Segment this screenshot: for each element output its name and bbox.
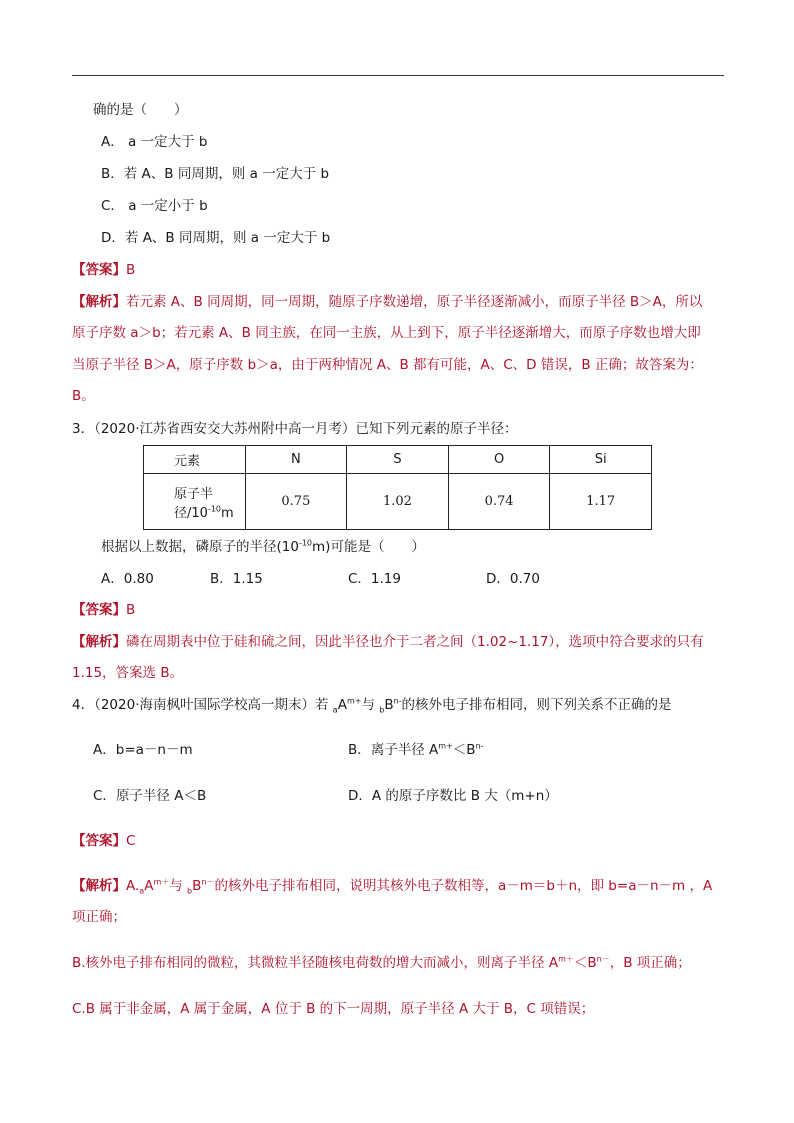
q2-option-d: D．若 A、B 同周期，则 a 一定大于 b bbox=[101, 230, 331, 246]
q2-analysis-line-1: 【解析】若元素 A、B 同周期，同一周期，随原子序数递增，原子半径逐渐减小，而原子半径 B＞A，所以 bbox=[72, 294, 703, 310]
header-rule bbox=[72, 75, 724, 76]
table-header-element: 元素 bbox=[144, 446, 246, 474]
q2-answer: 【答案】B bbox=[72, 262, 136, 278]
q3-analysis-line-1: 【解析】磷在周期表中位于硅和硫之间，因此半径也介于二者之间（1.02~1.17），选项中符合要求的只有 bbox=[72, 634, 704, 650]
q3-option-d: D．0.70 bbox=[486, 571, 540, 587]
table-header-n: N bbox=[245, 446, 347, 474]
q2-analysis-line-3: 当原子半径 B＞A，原子序数 b＞a，由于两种情况 A、B 都有可能，A、C、D 错误，B 正确；故答案为： bbox=[72, 357, 703, 373]
q3-question: 根据以上数据，磷原子的半径$(10^{-10}m)$可能是（ ） bbox=[101, 538, 425, 555]
table-header-si: Si bbox=[550, 446, 652, 474]
q2-stem-tail: 确的是（ ） bbox=[93, 102, 188, 118]
q4-answer: 【答案】C bbox=[72, 833, 136, 849]
q4-analysis-line-b: B.核外电子排布相同的微粒，其微粒半径随核电荷数的增大而减小，则离子半径 $A^{m+}<B^{n-}$，B 项正确； bbox=[72, 954, 691, 971]
q3-option-c: C．1.19 bbox=[348, 571, 401, 587]
q3-analysis-line-2: 1.15，答案选 B。 bbox=[72, 665, 184, 681]
q3-stem: 3．（2020·江苏省西安交大苏州附中高一月考）已知下列元素的原子半径： bbox=[72, 421, 518, 437]
q4-option-a: A．b=a－n－m bbox=[93, 742, 193, 758]
q4-option-c: C．原子半径 A＜B bbox=[93, 788, 207, 804]
q4-stem: 4．（2020·海南枫叶国际学校高一期末）若 $_aA^{m+}$与 $_bB^{n-}$的核外电子排布相同，则下列关系不正确的是 bbox=[72, 696, 672, 715]
q2-option-a: A． a 一定大于 b bbox=[101, 134, 208, 150]
table-cell-s: 1.02 bbox=[347, 474, 449, 530]
q2-option-b: B．若 A、B 同周期，则 a 一定大于 b bbox=[101, 166, 330, 182]
q2-analysis-line-2: 原子序数 a＞b；若元素 A、B 同主族，在同一主族，从上到下，原子半径逐渐增大，而原子序数也增大即 bbox=[72, 325, 701, 341]
table-row bbox=[144, 474, 652, 530]
table-cell-si: 1.17 bbox=[550, 474, 652, 530]
q4-option-d: D．A 的原子序数比 B 大（m+n） bbox=[348, 788, 558, 804]
table-cell-o: 0.74 bbox=[448, 474, 550, 530]
q4-option-b: B．离子半径 $A^{m+}<B^{n-}$ bbox=[348, 741, 484, 758]
q4-analysis-line-a2: 项正确； bbox=[72, 909, 126, 925]
q3-option-b: B．1.15 bbox=[210, 571, 263, 587]
q4-analysis-line-c: C.B 属于非金属，A 属于金属，A 位于 B 的下一周期，原子半径 A 大于 B，C 项错误； bbox=[72, 1001, 595, 1017]
q3-option-a: A．0.80 bbox=[101, 571, 154, 587]
table-header-s: S bbox=[347, 446, 449, 474]
table-row-label: 原子半径$/10^{-10}m$ bbox=[144, 474, 246, 530]
atomic-radius-table bbox=[143, 445, 652, 530]
table-cell-n: 0.75 bbox=[245, 474, 347, 530]
table-header-o: O bbox=[448, 446, 550, 474]
q2-option-c: C． a 一定小于 b bbox=[101, 198, 208, 214]
q3-answer: 【答案】B bbox=[72, 602, 136, 618]
q4-analysis-line-a: 【解析】$A._aA^{m+}$与 $_bB^{n-}$的核外电子排布相同，说明其核外电子数相等，a－m＝b＋n，即 b=a－n－m ，A bbox=[72, 877, 713, 896]
q2-analysis-line-4: B。 bbox=[72, 388, 95, 404]
table-row bbox=[144, 446, 652, 474]
